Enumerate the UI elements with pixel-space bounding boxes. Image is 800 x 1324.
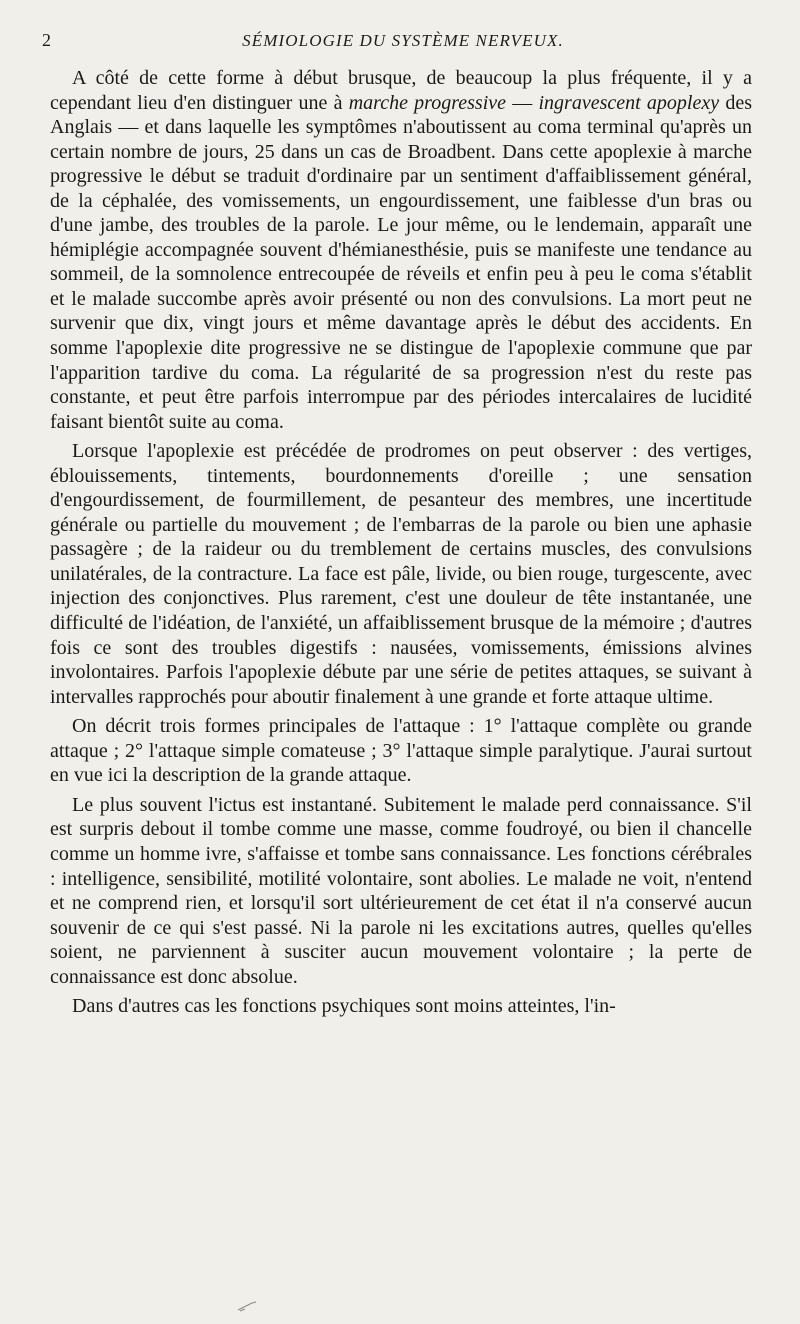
text-run: On décrit trois formes principales de l'attaque : 1° l'attaque complète ou grande attaque ; 2° l'attaque simple comateuse ; 3° l'attaque simple paralytique. J'aurai surtout en vue ici la description de la grande attaque. <box>50 715 752 787</box>
page-number: 2 <box>42 30 51 50</box>
italic-term: ingravescent apoplexy <box>538 91 720 114</box>
text-run: Le plus souvent l'ictus est instantané. Subitement le malade perd connaissance. S'il est surpris debout il tombe comme une masse, comme foudroyé, ou bien il chancelle comme un homme ivre, s'affaisse et tombe sans connaissance. Les fonctions cérébrales : intelligence, sensibilité, motilité volontaire, sont abolies. Le malade ne voit, n'entend et ne comprend rien, et lorsqu'il sort ultérieurement de cet état il n'a conservé aucun souvenir de ce qui s'est passé. Ni la parole ni les excitations autres, quelles qu'elles soient, ne parviennent à susciter aucun mouvement volontaire ; la perte de connaissance est donc absolue. <box>50 793 752 988</box>
paragraph <box>50 439 752 709</box>
paragraph <box>50 66 752 434</box>
body-text <box>50 66 752 1019</box>
ink-smudge <box>236 1300 258 1314</box>
text-run: Dans d'autres cas les fonctions psychiques sont moins atteintes, l'in- <box>72 995 616 1018</box>
text-run: — <box>506 91 539 114</box>
paragraph <box>50 714 752 788</box>
text-run: des Anglais — et dans laquelle les symptômes n'aboutissent au coma terminal qu'après un certain nombre de jours, 25 dans un cas de Broadbent. Dans cette apoplexie à marche progressive le début se traduit d'ordinaire par un sentiment d'affaiblissement général, de la céphalée, des vomissements, un engourdissement, une faiblesse d'un bras ou d'une jambe, des troubles de la parole. Le jour même, ou le lendemain, apparaît une hémiplégie accompagnée souvent d'hémianesthésie, puis se manifeste une tendance au sommeil, de la somnolence entrecoupée de réveils et enfin peu à peu le coma s'établit et le malade succombe après avoir présenté ou non des convulsions. La mort peut ne survenir que dix, vingt jours et même davantage après le début des accidents. En somme l'apoplexie dite progressive ne se distingue de l'apoplexie commune que par l'apparition tardive du coma. La régularité de sa progression n'est du reste pas constante, et peut être parfois interrompue par des périodes intercalaires de lucidité faisant bientôt suite au coma. <box>50 91 753 433</box>
text-run: A côté de cette forme à début brusque, de beaucoup la plus fréquente, il y a cependant lieu d'en distinguer une à <box>50 67 752 114</box>
page-header <box>38 30 768 56</box>
text-run: Lorsque l'apoplexie est précédée de prodromes on peut observer : des vertiges, éblouissements, tintements, bourdonnements d'oreille ; une sensation d'engourdissement, de fourmillement, de pesanteur des membres, une incertitude générale ou partielle du mouvement ; de l'embarras de la parole ou bien une aphasie passagère ; de la raideur ou du tremblement de certains muscles, des convulsions unilatérales, de la contracture. La face est pâle, livide, ou bien rouge, turgescente, avec injection des conjonctives. Plus rarement, c'est une douleur de tête instantanée, une difficulté de l'idéation, de l'anxiété, un affaiblissement brusque de la mémoire ; d'autres fois ce sont des troubles digestifs : nausées, vomissements, émissions alvines involontaires. Parfois l'apoplexie débute par une série de petites attaques, se suivant à intervalles rapprochés pour aboutir finalement à une grande et forte attaque ultime. <box>50 440 752 708</box>
paragraph <box>50 793 752 989</box>
running-title: SÉMIOLOGIE DU SYSTÈME NERVEUX. <box>242 31 564 50</box>
italic-term: marche progressive <box>348 91 507 114</box>
paragraph <box>50 994 752 1019</box>
